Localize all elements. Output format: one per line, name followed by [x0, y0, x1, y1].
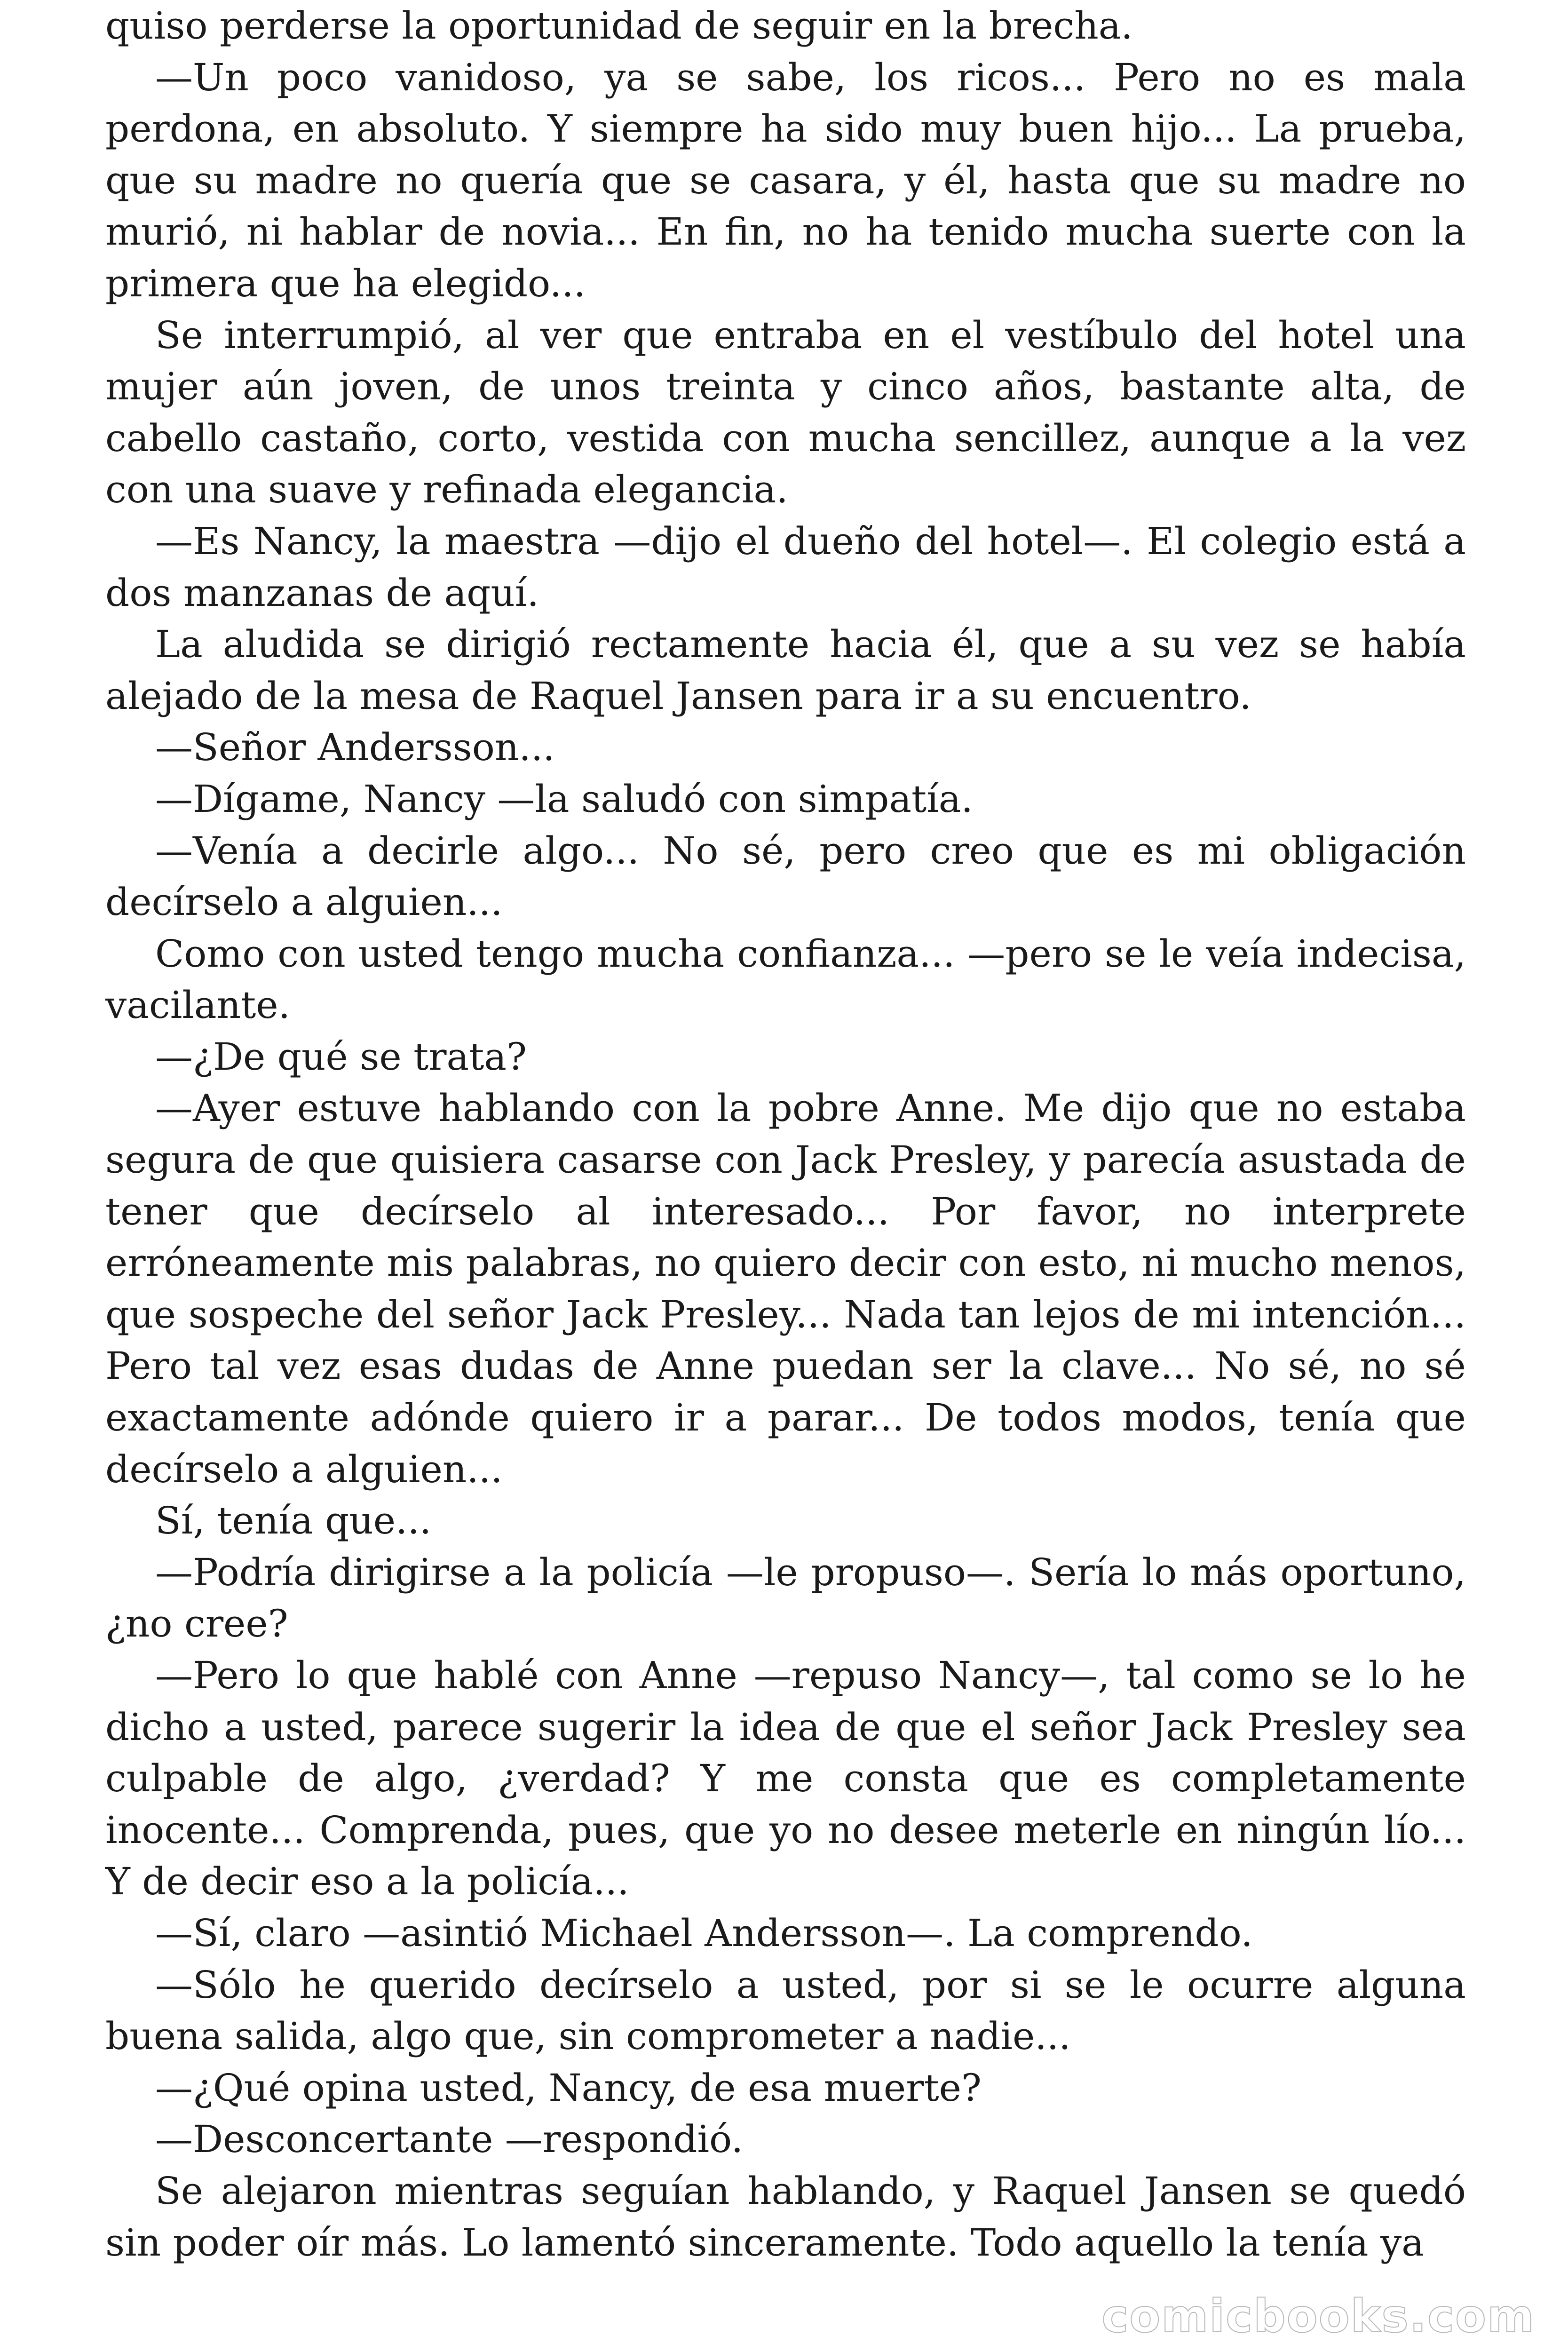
paragraph: Se alejaron mientras seguían hablando, y Raquel Jansen se quedó sin poder oír más. Lo lamentó sinceramente. Todo aquello la tenía ya — [105, 2169, 1466, 2265]
paragraph: quiso perderse la oportunidad de seguir en la brecha. — [105, 4, 1133, 48]
paragraph: —Ayer estuve hablando con la pobre Anne. Me dijo que no estaba segura de que quisiera casarse con Jack Presley, y parecía asustada de tener que decírselo al interesado... Por favor, no interprete erróneamente mis palabras, no quiero decir con esto, ni mucho menos, que sospeche del señor Jack Presley... Nada tan lejos de mi intención... Pero tal vez esas dudas de Anne puedan ser la clave... No sé, no sé exactamente adónde quiero ir a parar... De todos modos, tenía que decírselo a alguien... — [105, 1086, 1466, 1491]
paragraph: —Señor Andersson... — [155, 725, 555, 770]
paragraph: —Sí, claro —asintió Michael Andersson—. La comprendo. — [155, 1911, 1253, 1955]
paragraph: —¿Qué opina usted, Nancy, de esa muerte? — [155, 2066, 982, 2110]
paragraph: —Podría dirigirse a la policía —le propuso—. Sería lo más oportuno, ¿no cree? — [105, 1550, 1466, 1646]
paragraph: Sí, tenía que... — [155, 1499, 432, 1543]
paragraph: —Un poco vanidoso, ya se sabe, los ricos... Pero no es mala perdona, en absoluto. Y siempre ha sido muy buen hijo... La prueba, que su madre no quería que se casara, y él, hasta que su madre no murió, ni hablar de novia... En fin, no ha tenido mucha suerte con la primera que ha elegido... — [105, 55, 1466, 305]
paragraph: —Venía a decirle algo... No sé, pero creo que es mi obligación decírselo a alguien... — [105, 828, 1466, 924]
paragraph: —Dígame, Nancy —la saludó con simpatía. — [155, 777, 973, 821]
paragraph: —Es Nancy, la maestra —dijo el dueño del hotel—. El colegio está a dos manzanas de aquí. — [105, 519, 1466, 615]
watermark-logo: comicbooks.com — [1101, 2290, 1535, 2343]
paragraph: Como con usted tengo mucha confianza... —pero se le veía indecisa, vacilante. — [105, 931, 1466, 1027]
page-text — [105, 0, 1466, 2268]
paragraph: Se interrumpió, al ver que entraba en el vestíbulo del hotel una mujer aún joven, de unos treinta y cinco años, bastante alta, de cabello castaño, corto, vestida con mucha sencillez, aunque a la vez con una suave y refinada elegancia. — [105, 313, 1466, 512]
paragraph: —Sólo he querido decírselo a usted, por si se le ocurre alguna buena salida, algo que, sin comprometer a nadie... — [105, 1963, 1466, 2058]
paragraph: La aludida se dirigió rectamente hacia él, que a su vez se había alejado de la mesa de Raquel Jansen para ir a su encuentro. — [105, 622, 1466, 718]
paragraph: —Desconcertante —respondió. — [155, 2117, 744, 2161]
paragraph: —¿De qué se trata? — [155, 1034, 527, 1079]
paragraph: —Pero lo que hablé con Anne —repuso Nancy—, tal como se lo he dicho a usted, parece sugerir la idea de que el señor Jack Presley sea culpable de algo, ¿verdad? Y me consta que es completamente inocente... Comprenda, pues, que yo no desee meterle en ningún lío... Y de decir eso a la policía... — [105, 1653, 1466, 1904]
